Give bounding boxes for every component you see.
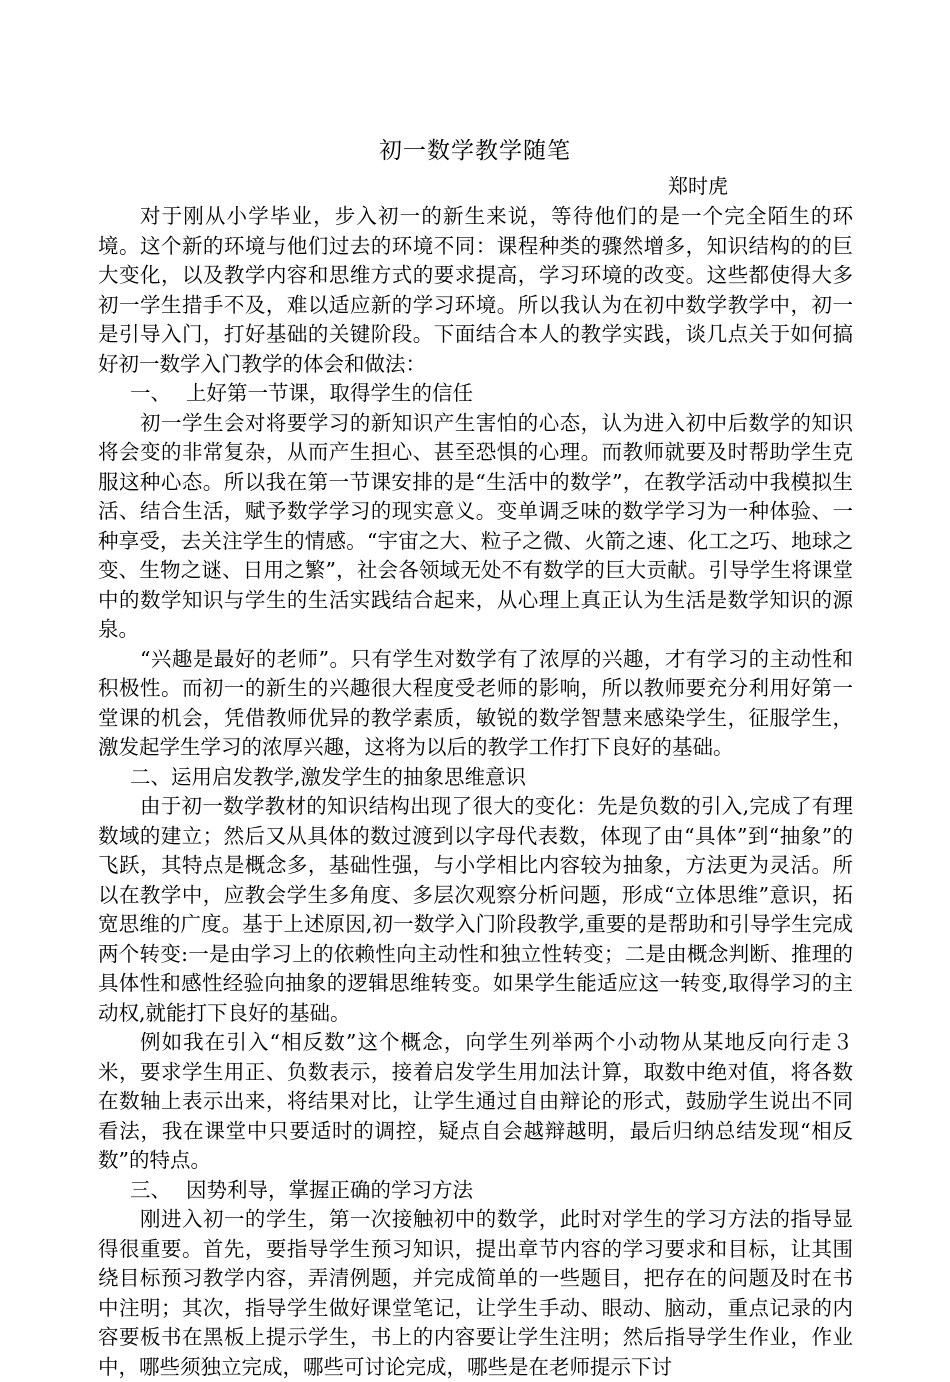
section-heading-1 [98,379,853,409]
section-number: 一、 [130,381,171,405]
section-heading-2 [98,763,853,793]
section-2-paragraph-1: 由于初一数学教材的知识结构出现了很大的变化：先是负数的引入,完成了有理数域的建立；然后又从具体的数过渡到以字母代表数，体现了由“具体”到“抽象”的飞跃，其特点是概念多，基础性强，与小学相比内容较为抽象，方法更为灵活。所以在教学中，应教会学生多角度、多层次观察分析问题，形成“立体思维”意识，拓宽思维的广度。基于上述原因,初一数学入门阶段教学,重要的是帮助和引导学生完成两个转变:一是由学习上的依赖性向主动性和独立性转变；二是由概念判断、推理的具体性和感性经验向抽象的逻辑思维转变。如果学生能适应这一转变,取得学习的主动权,就能打下良好的基础。 [98,794,853,1025]
section-1-paragraph-2: “兴趣是最好的老师”。只有学生对数学有了浓厚的兴趣，才有学习的主动性和积极性。而初一的新生的兴趣很大程度受老师的影响，所以教师要充分利用好第一堂课的机会，凭借教师优异的教学素质，敏锐的数学智慧来感染学生，征服学生，激发起学生学习的浓厚兴趣，这将为以后的教学工作打下良好的基础。 [98,646,853,759]
intro-paragraph: 对于刚从小学毕业，步入初一的新生来说，等待他们的是一个完全陌生的环境。这个新的环境与他们过去的环境不同：课程种类的骤然增多，知识结构的的巨大变化，以及教学内容和思维方式的要求提高，学习环境的改变。这些都使得大多初一学生措手不及，难以适应新的学习环境。所以我认为在初中数学教学中，初一是引导入门，打好基础的关键阶段。下面结合本人的教学实践，谈几点关于如何搞好初一数学入门教学的体会和做法： [98,204,853,376]
section-heading-3 [98,1176,853,1206]
section-heading-text: 上好第一节课，取得学生的信任 [186,381,473,405]
document-title: 初一数学教学随笔 [379,138,571,164]
section-heading-text: 运用启发教学,激发学生的抽象思维意识 [171,764,527,789]
section-3-paragraph-1: 刚进入初一的学生，第一次接触初中的数学，此时对学生的学习方法的指导显得很重要。首先，要指导学生预习知识，提出章节内容的学习要求和目标，让其围绕目标预习教学内容，弄清例题，并完成简单的一些题目，把存在的问题及时在书中注明；其次，指导学生做好课堂笔记，让学生手动、眼动、脑动，重点记录的内容要板书在黑板上提示学生，书上的内容要让学生注明；然后指导学生作业，作业中，哪些须独立完成，哪些可讨论完成，哪些是在老师提示下讨 [98,1207,853,1379]
section-number: 三、 [130,1177,171,1202]
document-author: 郑时虎 [668,174,728,198]
document-body [98,202,853,1382]
section-number: 二、 [130,764,171,789]
section-heading-text: 因势利导，掌握正确的学习方法 [186,1177,473,1202]
section-1-paragraph-1: 初一学生会对将要学习的新知识产生害怕的心态，认为进入初中后数学的知识将会变的非常复杂，从而产生担心、甚至恐惧的心理。而教师就要及时帮助学生克服这种心态。所以我在第一节课安排的是“生活中的数学”，在教学活动中我模拟生活、结合生活，赋予数学学习的现实意义。变单调乏味的数学学习为一种体验、一种享受，去关注学生的情感。“宇宙之大、粒子之微、火箭之速、化工之巧、地球之变、生物之谜、日用之繁”，社会各领域无处不有数学的巨大贡献。引导学生将课堂中的数学知识与学生的生活实践结合起来，从心理上真正认为生活是数学知识的源泉。 [98,410,853,641]
section-2-paragraph-2: 例如我在引入“相反数”这个概念，向学生列举两个小动物从某地反向行走３米，要求学生用正、负数表示，接着启发学生用加法计算，取数中绝对值，将各数在数轴上表示出来，将结果对比，让学生通过自由辩论的形式，鼓励学生说出不同看法，我在课堂中只要适时的调控，疑点自会越辩越明，最后归纳总结发现“相反数”的特点。 [98,1030,853,1172]
